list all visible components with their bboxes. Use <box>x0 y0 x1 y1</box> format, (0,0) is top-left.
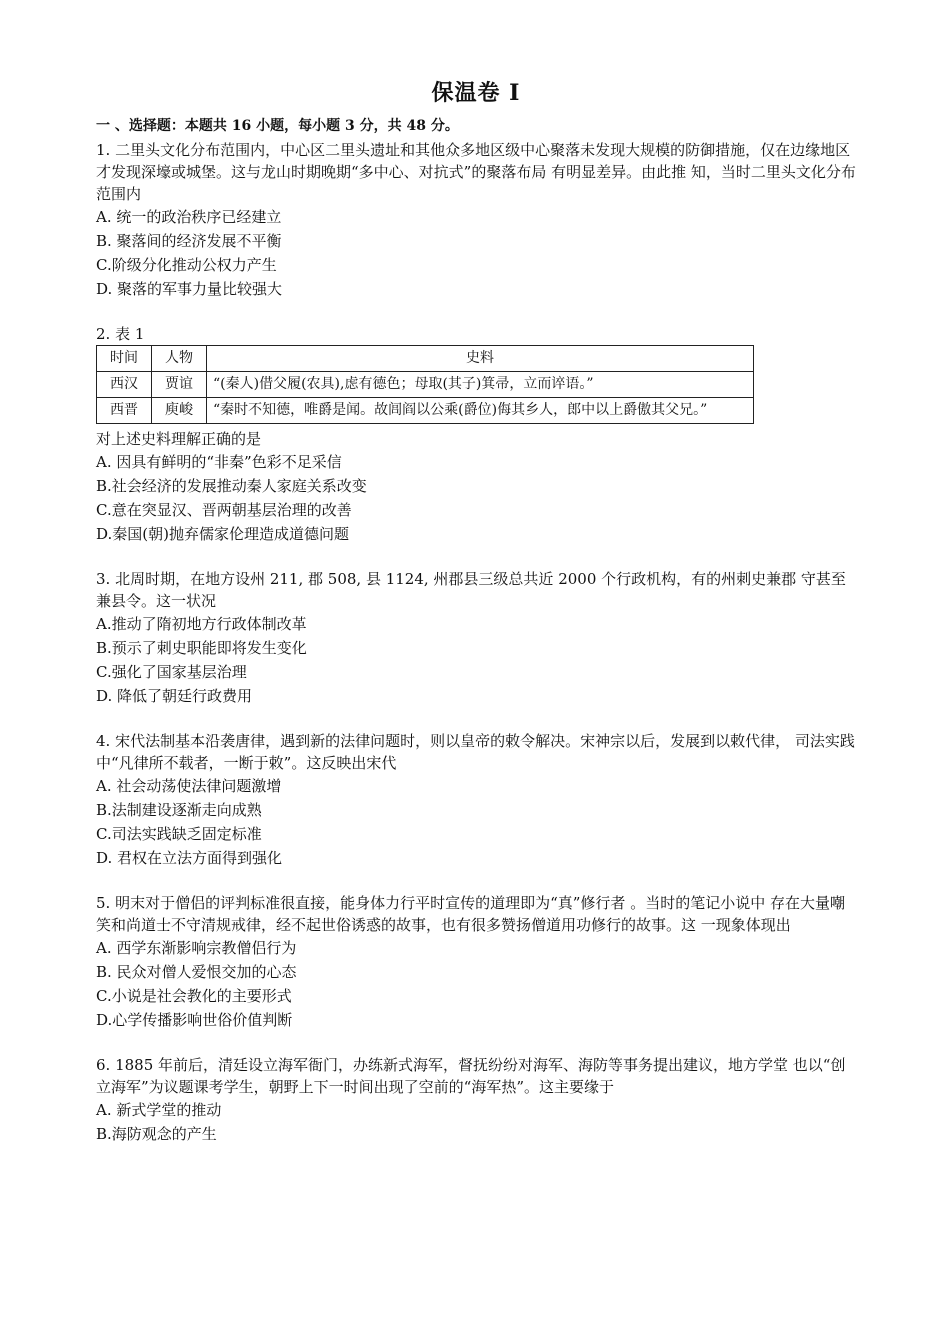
option-c: C.小说是社会教化的主要形式 <box>96 987 292 1005</box>
option-c: C.强化了国家基层治理 <box>96 663 247 681</box>
option-a: A. 统一的政治秩序已经建立 <box>96 208 282 226</box>
table-cell: 西晋 <box>97 398 152 424</box>
question-5 <box>96 892 856 1032</box>
page-title: 保温卷 I <box>431 80 521 106</box>
question-3 <box>96 568 856 708</box>
table-label: 2. 表 1 <box>96 325 145 343</box>
table-cell: 西汉 <box>97 372 152 398</box>
table-header-cell: 时间 <box>97 346 152 372</box>
option-d: D. 降低了朝廷行政费用 <box>96 687 253 705</box>
question-stem: 对上述史料理解正确的是 <box>96 430 262 448</box>
table-header-cell: 史料 <box>207 346 754 372</box>
option-b: B.法制建设逐渐走向成熟 <box>96 801 262 819</box>
option-c: C.阶级分化推动公权力产生 <box>96 256 277 274</box>
table-cell: “秦时不知德，唯爵是闻。故闾阎以公乘(爵位)侮其乡人，郎中以上爵傲其父兄。” <box>207 398 754 424</box>
option-d: D. 君权在立法方面得到强化 <box>96 849 283 867</box>
question-stem: 1. 二里头文化分布范围内，中心区二里头遗址和其他众多地区级中心聚落未发现大规模的防御措施，仅在边缘地区才发现深壕或城堡。这与龙山时期晚期“多中心、对抗式”的聚落布局 有明显差异。由此推 知，当时二里头文化分布范围内 <box>96 141 856 203</box>
table-cell: “(秦人)借父履(农具),虑有德色；母取(其子)箕帚，立而谇语。” <box>207 372 754 398</box>
exam-page <box>96 76 856 1146</box>
section-heading: 一 、选择题：本题共 16 小题，每小题 3 分，共 48 分。 <box>96 118 459 134</box>
source-table <box>96 345 754 424</box>
question-stem: 6. 1885 年前后，清廷设立海军衙门，办练新式海军，督抚纷纷对海军、海防等事务提出建议，地方学堂 也以“创立海军”为议题课考学生，朝野上下一时间出现了空前的“海军热”。这主要缘于 <box>96 1056 846 1096</box>
table-row <box>97 398 754 424</box>
question-stem: 5. 明末对于僧侣的评判标准很直接，能身体力行平时宣传的道理即为“真”修行者 。当时的笔记小说中 存在大量嘲笑和尚道士不守清规戒律，经不起世俗诱惑的故事，也有很多赞扬僧道用功修行的故事。这 一现象体现出 <box>96 894 845 934</box>
option-c: C.意在突显汉、晋两朝基层治理的改善 <box>96 501 352 519</box>
table-header-cell: 人物 <box>152 346 207 372</box>
option-d: D.心学传播影响世俗价值判断 <box>96 1011 293 1029</box>
question-stem: 4. 宋代法制基本沿袭唐律，遇到新的法律问题时，则以皇帝的敕令解决。宋神宗以后，发展到以敕代律， 司法实践中“凡律所不载者，一断于敕”。这反映出宋代 <box>96 732 855 772</box>
option-b: B.海防观念的产生 <box>96 1125 217 1143</box>
question-2 <box>96 323 856 546</box>
option-a: A.推动了隋初地方行政体制改革 <box>96 615 307 633</box>
option-b: B. 聚落间的经济发展不平衡 <box>96 232 282 250</box>
question-4 <box>96 730 856 870</box>
option-b: B.社会经济的发展推动秦人家庭关系改变 <box>96 477 367 495</box>
table-cell: 庾峻 <box>152 398 207 424</box>
option-a: A. 社会动荡使法律问题激增 <box>96 777 282 795</box>
question-stem: 3. 北周时期，在地方设州 211, 郡 508, 县 1124, 州郡县三级总共近 2000 个行政机构，有的州刺史兼郡 守甚至兼县令。这一状况 <box>96 570 846 610</box>
option-a: A. 新式学堂的推动 <box>96 1101 222 1119</box>
table-row <box>97 372 754 398</box>
option-b: B. 民众对僧人爱恨交加的心态 <box>96 963 297 981</box>
option-a: A. 西学东渐影响宗教僧侣行为 <box>96 939 297 957</box>
option-d: D.秦国(朝)抛弃儒家伦理造成道德问题 <box>96 525 349 543</box>
option-b: B.预示了刺史职能即将发生变化 <box>96 639 307 657</box>
question-6 <box>96 1054 856 1146</box>
option-d: D. 聚落的军事力量比较强大 <box>96 280 283 298</box>
table-header-row <box>97 346 754 372</box>
table-cell: 贾谊 <box>152 372 207 398</box>
option-c: C.司法实践缺乏固定标准 <box>96 825 262 843</box>
question-1 <box>96 139 856 301</box>
option-a: A. 因具有鲜明的“非秦”色彩不足采信 <box>96 453 342 471</box>
